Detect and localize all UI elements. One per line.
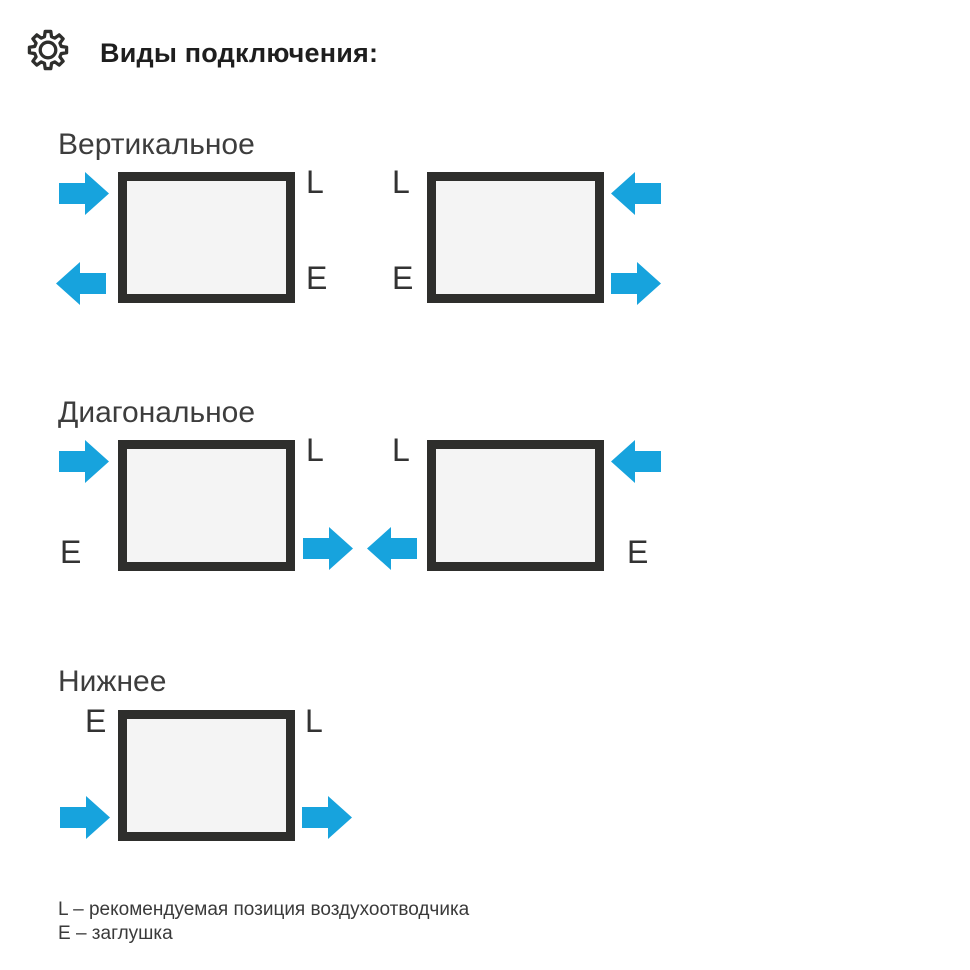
inlet-arrow-right-icon bbox=[59, 172, 109, 215]
inlet-arrow-right-icon bbox=[59, 440, 109, 483]
radiator-box bbox=[427, 440, 604, 571]
radiator-box bbox=[118, 172, 295, 303]
legend-line-e: E – заглушка bbox=[58, 923, 173, 944]
section-title-vertical: Вертикальное bbox=[58, 128, 255, 161]
radiator-box bbox=[118, 440, 295, 571]
radiator-box bbox=[118, 710, 295, 841]
outlet-arrow-left-icon bbox=[56, 262, 106, 305]
port-label-l: L bbox=[306, 432, 324, 468]
port-label-l: L bbox=[305, 703, 323, 739]
inlet-arrow-left-icon bbox=[611, 440, 661, 483]
radiator-box bbox=[427, 172, 604, 303]
outlet-arrow-right-icon bbox=[303, 527, 353, 570]
port-label-e: E bbox=[60, 534, 82, 570]
outlet-arrow-right-icon bbox=[302, 796, 352, 839]
port-label-l: L bbox=[392, 432, 410, 468]
section-title-diagonal: Диагональное bbox=[58, 396, 256, 429]
gear-icon bbox=[26, 28, 70, 72]
section-title-bottom: Нижнее bbox=[58, 665, 167, 698]
page-title: Виды подключения: bbox=[100, 38, 379, 68]
port-label-e: E bbox=[85, 703, 107, 739]
inlet-arrow-right-icon bbox=[60, 796, 110, 839]
outlet-arrow-right-icon bbox=[611, 262, 661, 305]
port-label-l: L bbox=[306, 164, 324, 200]
port-label-l: L bbox=[392, 164, 410, 200]
port-label-e: E bbox=[627, 534, 649, 570]
port-label-e: E bbox=[392, 260, 414, 296]
port-label-e: E bbox=[306, 260, 328, 296]
inlet-arrow-left-icon bbox=[611, 172, 661, 215]
legend-line-l: L – рекомендуемая позиция воздухоотводчика bbox=[58, 899, 470, 920]
outlet-arrow-left-icon bbox=[367, 527, 417, 570]
